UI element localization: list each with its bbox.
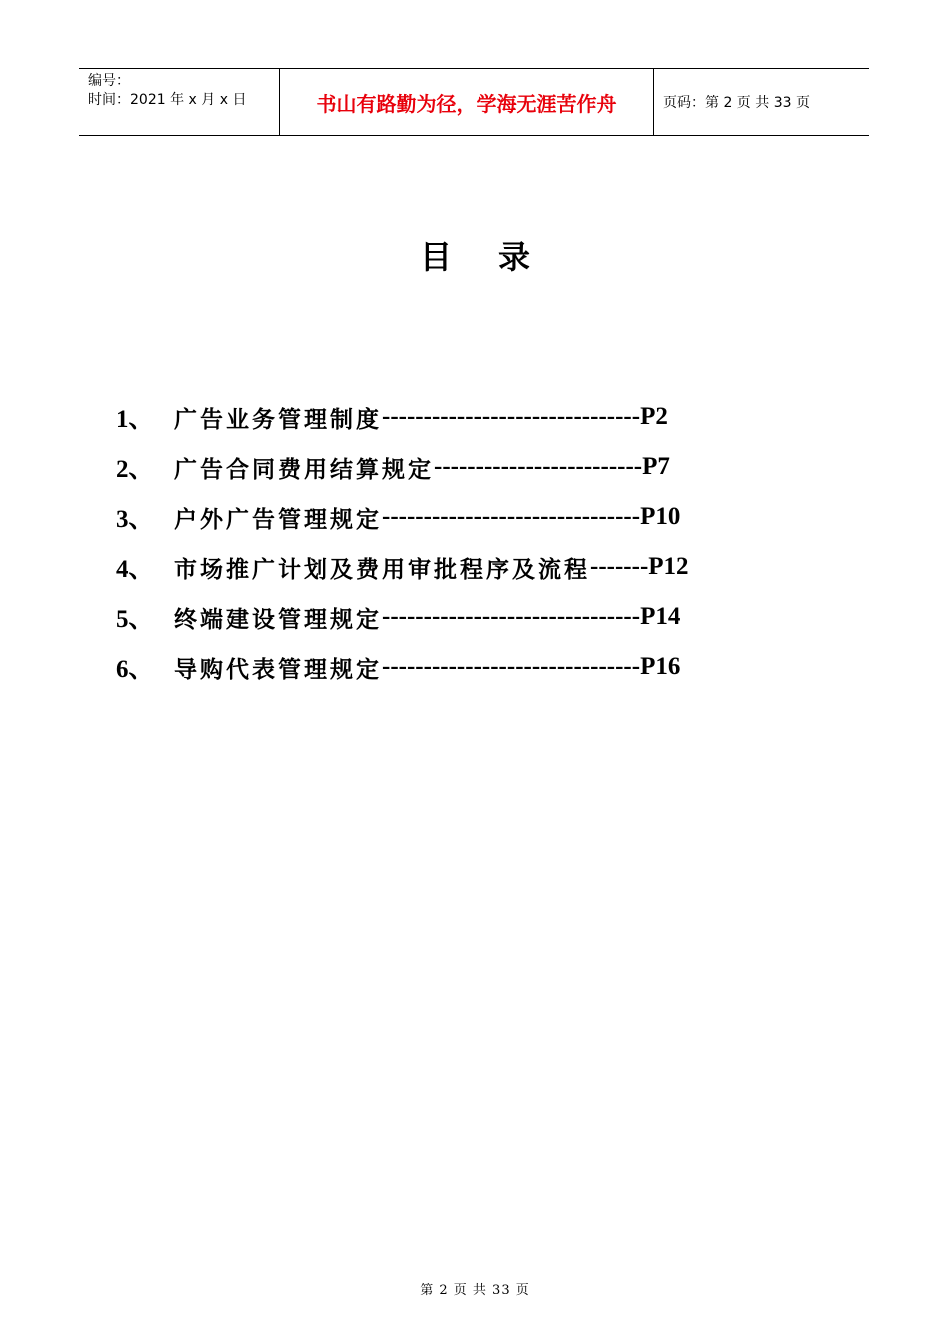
toc-number: 5、 [116,606,154,633]
toc-page-number: P7 [642,453,670,480]
toc-page-number: P14 [640,603,681,630]
toc-leader: ------------------------- [434,453,643,480]
toc-title: 导购代表管理规定 [174,655,382,683]
toc-item[interactable] [116,542,816,592]
header-meta-cell [79,69,280,135]
toc-leader: ------------------------------- [382,503,641,530]
header-page-cell [654,69,869,135]
toc-leader: ------- [590,553,649,580]
toc-item[interactable] [116,492,816,542]
toc-page-number: P10 [640,503,681,530]
page-footer: 第 2 页 共 33 页 [420,1283,530,1298]
table-of-contents [116,392,816,692]
toc-leader: ------------------------------- [382,403,641,430]
toc-page-number: P2 [640,403,668,430]
toc-title: 户外广告管理规定 [174,505,382,533]
code-label: 编号： [88,73,130,89]
toc-item[interactable] [116,592,816,642]
toc-item[interactable] [116,642,816,692]
toc-page-number: P12 [648,553,689,580]
toc-title: 广告合同费用结算规定 [174,455,434,483]
toc-title: 终端建设管理规定 [174,605,382,633]
header-motto: 书山有路勤为径，学海无涯苦作舟 [316,91,617,116]
toc-item[interactable] [116,392,816,442]
header-page-info: 页码：第 2 页 共 33 页 [663,95,810,111]
toc-title: 市场推广计划及费用审批程序及流程 [174,555,590,583]
toc-page-number: P16 [640,653,681,680]
toc-number: 2、 [116,456,154,483]
page-header [79,68,869,136]
page-title: 目录 [419,238,576,276]
toc-number: 4、 [116,556,154,583]
toc-number: 1、 [116,406,154,433]
toc-number: 6、 [116,656,154,683]
toc-item[interactable] [116,442,816,492]
time-label: 时间：2021 年 x 月 x 日 [88,92,247,108]
toc-leader: ------------------------------- [382,603,641,630]
toc-leader: ------------------------------- [382,653,641,680]
toc-title: 广告业务管理制度 [174,405,382,433]
header-motto-cell [280,69,654,135]
toc-number: 3、 [116,506,154,533]
